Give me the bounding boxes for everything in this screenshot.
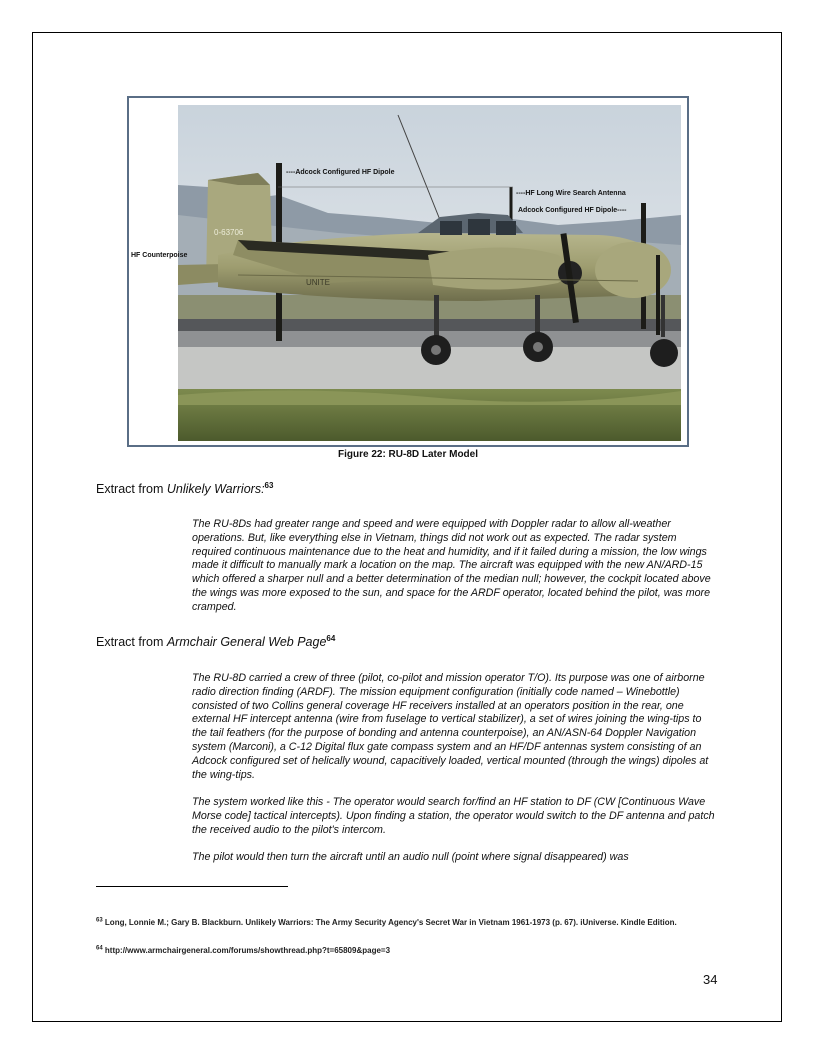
figure-caption: Figure 22: RU-8D Later Model (337, 449, 479, 460)
callout-adcock-dipole-top: ----Adcock Configured HF Dipole (286, 169, 395, 176)
footnote-number: 64 (96, 945, 103, 952)
page-number: 34 (703, 972, 718, 987)
heading-title: Unlikely Warriors: (166, 482, 265, 496)
footnote-number: 63 (96, 917, 103, 924)
quote-armchair-para-2: The system worked like this - The operator would search for/find an HF station to DF (CW [Continuous Wave Morse code] tactical intercepts). Upon finding a station, the operator would switch to the DF antenna and patch the received audio to the pilot's intercom. (192, 796, 715, 836)
quote-armchair-para-1: The RU-8D carried a crew of three (pilot, co-pilot and mission operator T/O). Its purpose was one of airborne radio direction finding (ARDF). The mission equipment configuration (initially code named – Winebottle) consisted of two Collins general coverage HF receivers installed at an operators position in the rear, one external HF intercept antenna (wire from fuselage to vertical stabilizer), a set of wires joining the wing-tips to the tail feathers (for the purpose of bonding and antenna counterpoise), an AN/ASN-64 Doppler Navigation system (Marconi), a C-12 Digital flux gate compass system and an HF/DF antennas system consisting of an Adcock configured set of helically wound, capacitively loaded, vertical mounted (through the wings) dipoles at the wing-tips. (192, 672, 709, 781)
quote-unlikely-warriors: The RU-8Ds had greater range and speed and were equipped with Doppler radar to allow all-weather operations. But, like everything else in Vietnam, things did not work out as expected. The radar system required continuous maintenance due to the heat and humidity, and if it failed during a mission, the low wings made it difficult to manually mark a location on the map. The aircraft was equipped with the new AN/ARD-15 which offered a sharper null and a better determination of the median null; however, the cockpit located above the wings was more exposed to the sun, and space for the ARDF operator, located behind the pilot, was more cramped. (192, 518, 711, 613)
footnote-divider (96, 886, 288, 887)
footnote-64 (96, 944, 716, 957)
tail-number-text: 0-63706 (214, 228, 244, 237)
callout-adcock-dipole-right: Adcock Configured HF Dipole---- (518, 207, 627, 214)
footnote-ref-64: 64 (326, 633, 336, 643)
figure-frame (127, 96, 689, 447)
section-heading-armchair-general (96, 635, 335, 649)
heading-prefix: Extract from (96, 635, 167, 649)
fuselage-marking-text: UNITE (306, 278, 330, 287)
aircraft-photo (178, 105, 681, 441)
footnote-ref-63: 63 (264, 480, 274, 490)
footnote-63 (96, 916, 716, 929)
quote-armchair-para-3: The pilot would then turn the aircraft until an audio null (point where signal disappeared) was (192, 851, 629, 863)
heading-title: Armchair General Web Page (166, 635, 327, 649)
footnote-link[interactable]: http://www.armchairgeneral.com/forums/showthread.php?t=65809&page=3 (104, 946, 391, 955)
callout-hf-counterpoise: HF Counterpoise (131, 252, 188, 259)
callout-hf-long-wire: ----HF Long Wire Search Antenna (516, 190, 626, 197)
heading-prefix: Extract from (96, 482, 167, 496)
section-heading-unlikely-warriors (96, 482, 273, 496)
footnote-text: Long, Lonnie M.; Gary B. Blackburn. Unlikely Warriors: The Army Security Agency's Secret War in Vietnam 1961-1973 (p. 67). iUniverse. Kindle Edition. (104, 918, 677, 927)
